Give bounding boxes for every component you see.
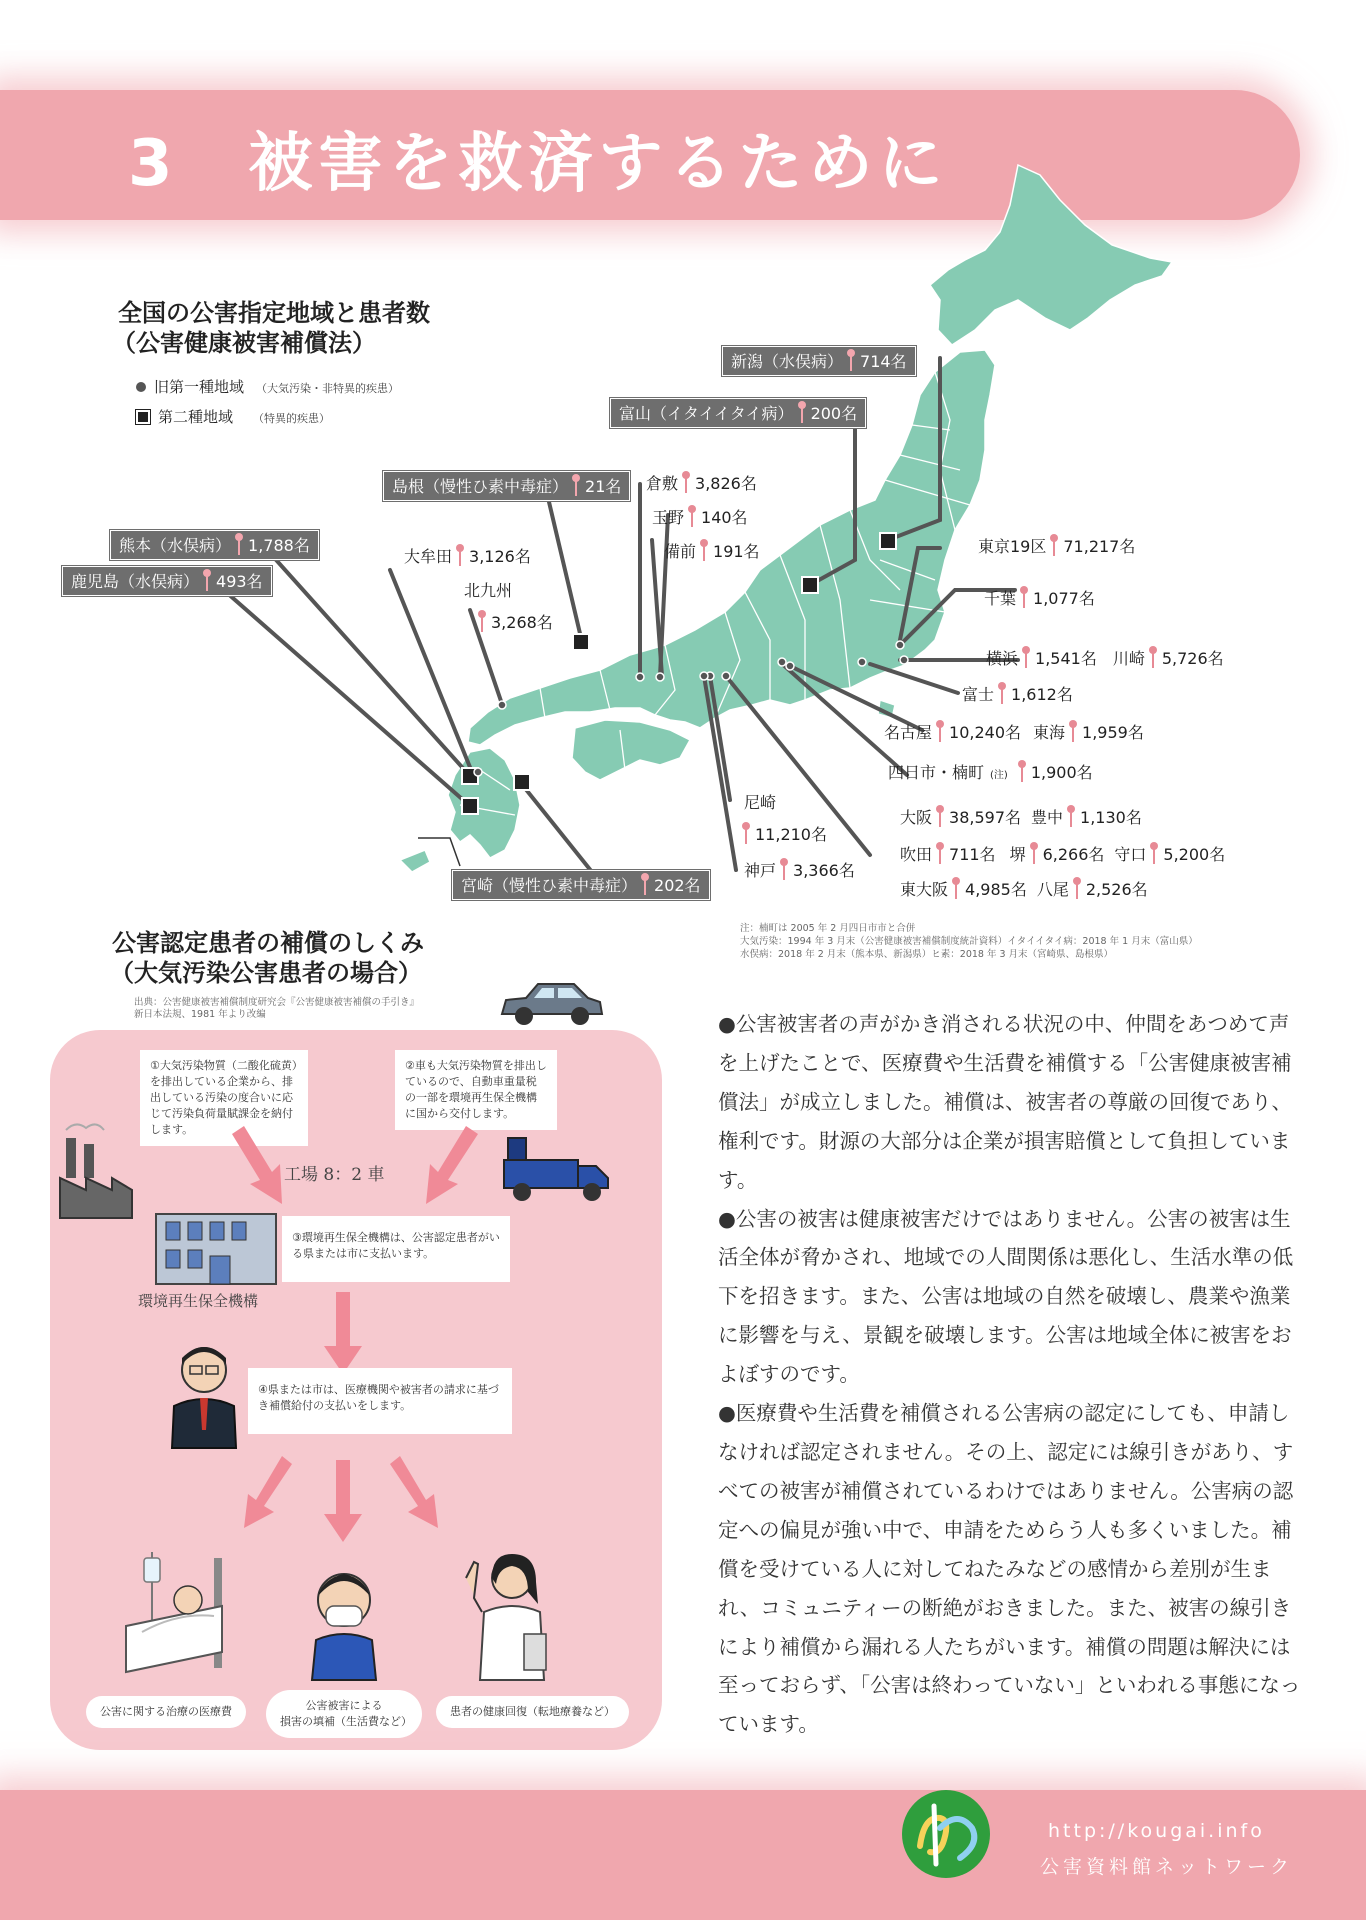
label-bizen: 備前 191名: [664, 539, 760, 563]
label-tamano: 玉野 140名: [652, 505, 748, 529]
caption2-line1: 公害被害による: [305, 1699, 383, 1712]
step4-box: ④県または市は、医療機関や被害者の請求に基づき補償給付の支払いをします。: [248, 1368, 512, 1434]
label-chiba: 千葉 1,077名: [984, 586, 1095, 610]
ratio-handwriting: 工場 8：2 車: [284, 1165, 385, 1185]
caption2-line2: 損害の填補（生活費など）: [280, 1715, 412, 1728]
source-line1: 出典：公害健康被害補償制度研究会『公害健康被害補償の手引き』: [134, 997, 420, 1008]
network-logo-icon: [900, 1788, 992, 1880]
hospital-patient-icon: [118, 1548, 254, 1678]
label-miyazaki: 宮崎（慢性ひ素中毒症） 202名: [452, 870, 710, 900]
page-title: 3 被害を救済するために: [128, 127, 949, 201]
label-kurashiki: 倉敷 3,826名: [646, 471, 757, 495]
label-kumamoto: 熊本（水俣病） 1,788名: [110, 530, 319, 560]
label-niigata: 新潟（水俣病） 714名: [722, 346, 916, 376]
body-paragraph-3: ●医療費や生活費を補償される公害病の認定にしても、申請しなければ認定されません。その上、認定には線引きがあり、すべての被害が補償されているわけではありません。公害病の認定への偏見が強い中で、申請をためらう人も多くいました。補償を受けている人に対してねたみなどの感情から差別が生まれ、コミュニティーの断絶がおきました。また、被害の線引きにより補償から漏れる人たちがいます。補償の問題は解決には至っておらず、「公害は終わっていない」といわれる事態になっています。: [718, 1401, 1301, 1737]
label-kobe: 神戸 3,366名: [744, 858, 855, 882]
label-kitakyushu-count: 3,268名: [474, 610, 553, 634]
masked-person-icon: [304, 1564, 384, 1682]
source-line2: 新日本法規、1981 年より改編: [134, 1009, 266, 1020]
body-paragraph-1: ●公害被害者の声がかき消される状況の中、仲間をあつめて声を上げたことで、医療費や生活費を補償する「公害健康被害補償法」が成立しました。補償は、被害者の尊厳の回復であり、権利です。財源の大部分は企業が損害賠償として負担しています。: [718, 1012, 1292, 1192]
step1-box: ①大気汚染物質（二酸化硫黄）を排出している企業から、排出している汚染の度合いに応じて汚染負荷量賦課金を納付します。: [140, 1050, 308, 1146]
label-fuji: 富士 1,612名: [962, 682, 1073, 706]
legend-type1-desc: （大気汚染・非特異的疾患）: [256, 382, 400, 395]
caption-medical-costs: 公害に関する治療の医療費: [86, 1696, 246, 1728]
map-heading-line2: （公害健康被害補償法）: [112, 329, 376, 357]
footer-url[interactable]: http://kougai.info: [1048, 1820, 1265, 1842]
label-toyama: 富山（イタイイタイ病） 200名: [610, 398, 866, 428]
step3-box: ③環境再生保全機構は、公害認定患者がいる県または市に支払います。: [282, 1216, 510, 1282]
label-amagasaki-count: 11,210名: [738, 822, 827, 846]
official-person-icon: [164, 1340, 254, 1450]
legend-type1-label: 旧第一種地域: [154, 378, 245, 396]
body-text: [718, 1005, 1308, 1744]
label-higashiosaka-yao: 東大阪 4,985名 八尾 2,526名: [900, 877, 1148, 901]
label-omuta: 大牟田 3,126名: [404, 544, 531, 568]
compensation-heading-line1: 公害認定患者の補償のしくみ: [112, 929, 424, 957]
label-kagoshima: 鹿児島（水俣病） 493名: [62, 566, 272, 596]
label-suita-sakai-moriguchi: 吹田 711名 堺 6,266名 守口 5,200名: [900, 842, 1225, 866]
building-icon: [154, 1210, 280, 1288]
label-yokkaichi: 四日市・楠町 (注) 1,900名: [888, 760, 1093, 787]
legend-type2-desc: （特異的疾患）: [253, 412, 331, 425]
arrow-group: [232, 1126, 478, 1542]
legend-type2-label: 第二種地域: [158, 408, 234, 426]
label-amagasaki-name: 尼崎: [744, 793, 777, 812]
map-note-3: 水俣病：2018 年 2 月末（熊本県、新潟県）ヒ素：2018 年 3 月末（宮崎県、島根県）: [740, 949, 1114, 960]
label-tokyo: 東京19区 71,217名: [978, 534, 1135, 558]
org-handwriting: 環境再生保全機構: [138, 1292, 259, 1310]
label-nagoya-tokai: 名古屋 10,240名 東海 1,959名: [884, 720, 1144, 744]
compensation-heading-line2: （大気汚染公害患者の場合）: [110, 959, 422, 987]
doctor-icon: [452, 1548, 552, 1682]
footer-org: 公害資料館ネットワーク: [1040, 1856, 1294, 1878]
label-osaka-toyonaka: 大阪 38,597名 豊中 1,130名: [900, 805, 1142, 829]
map-heading-line1: 全国の公害指定地域と患者数: [118, 299, 430, 327]
map-note-1: 注：楠町は 2005 年 2 月四日市市と合併: [740, 923, 916, 934]
label-kitakyushu-name: 北九州: [464, 581, 513, 600]
label-shimane: 島根（慢性ひ素中毒症） 21名: [383, 471, 630, 501]
caption-health-recovery: 患者の健康回復（転地療養など）: [436, 1696, 629, 1728]
caption-damage-compensation: [266, 1690, 422, 1738]
label-yokohama-kawasaki: 横浜 1,541名 川崎 5,726名: [986, 646, 1224, 670]
body-paragraph-2: ●公害の被害は健康被害だけではありません。公害の被害は生活全体が脅かされ、地域での人間関係は悪化し、生活水準の低下を招きます。また、公害は地域の自然を破壊し、農業や漁業に影響を与え、景観を破壊します。公害は地域全体に被害をおよぼすのです。: [718, 1206, 1294, 1387]
map-note-2: 大気汚染：1994 年 3 月末（公害健康被害補償制度統計資料）イタイイタイ病：2018 年 1 月末（富山県）: [740, 936, 1198, 947]
step2-box: ②車も大気汚染物質を排出しているので、自動車重量税の一部を環境再生保全機構に国から交付します。: [395, 1050, 557, 1130]
